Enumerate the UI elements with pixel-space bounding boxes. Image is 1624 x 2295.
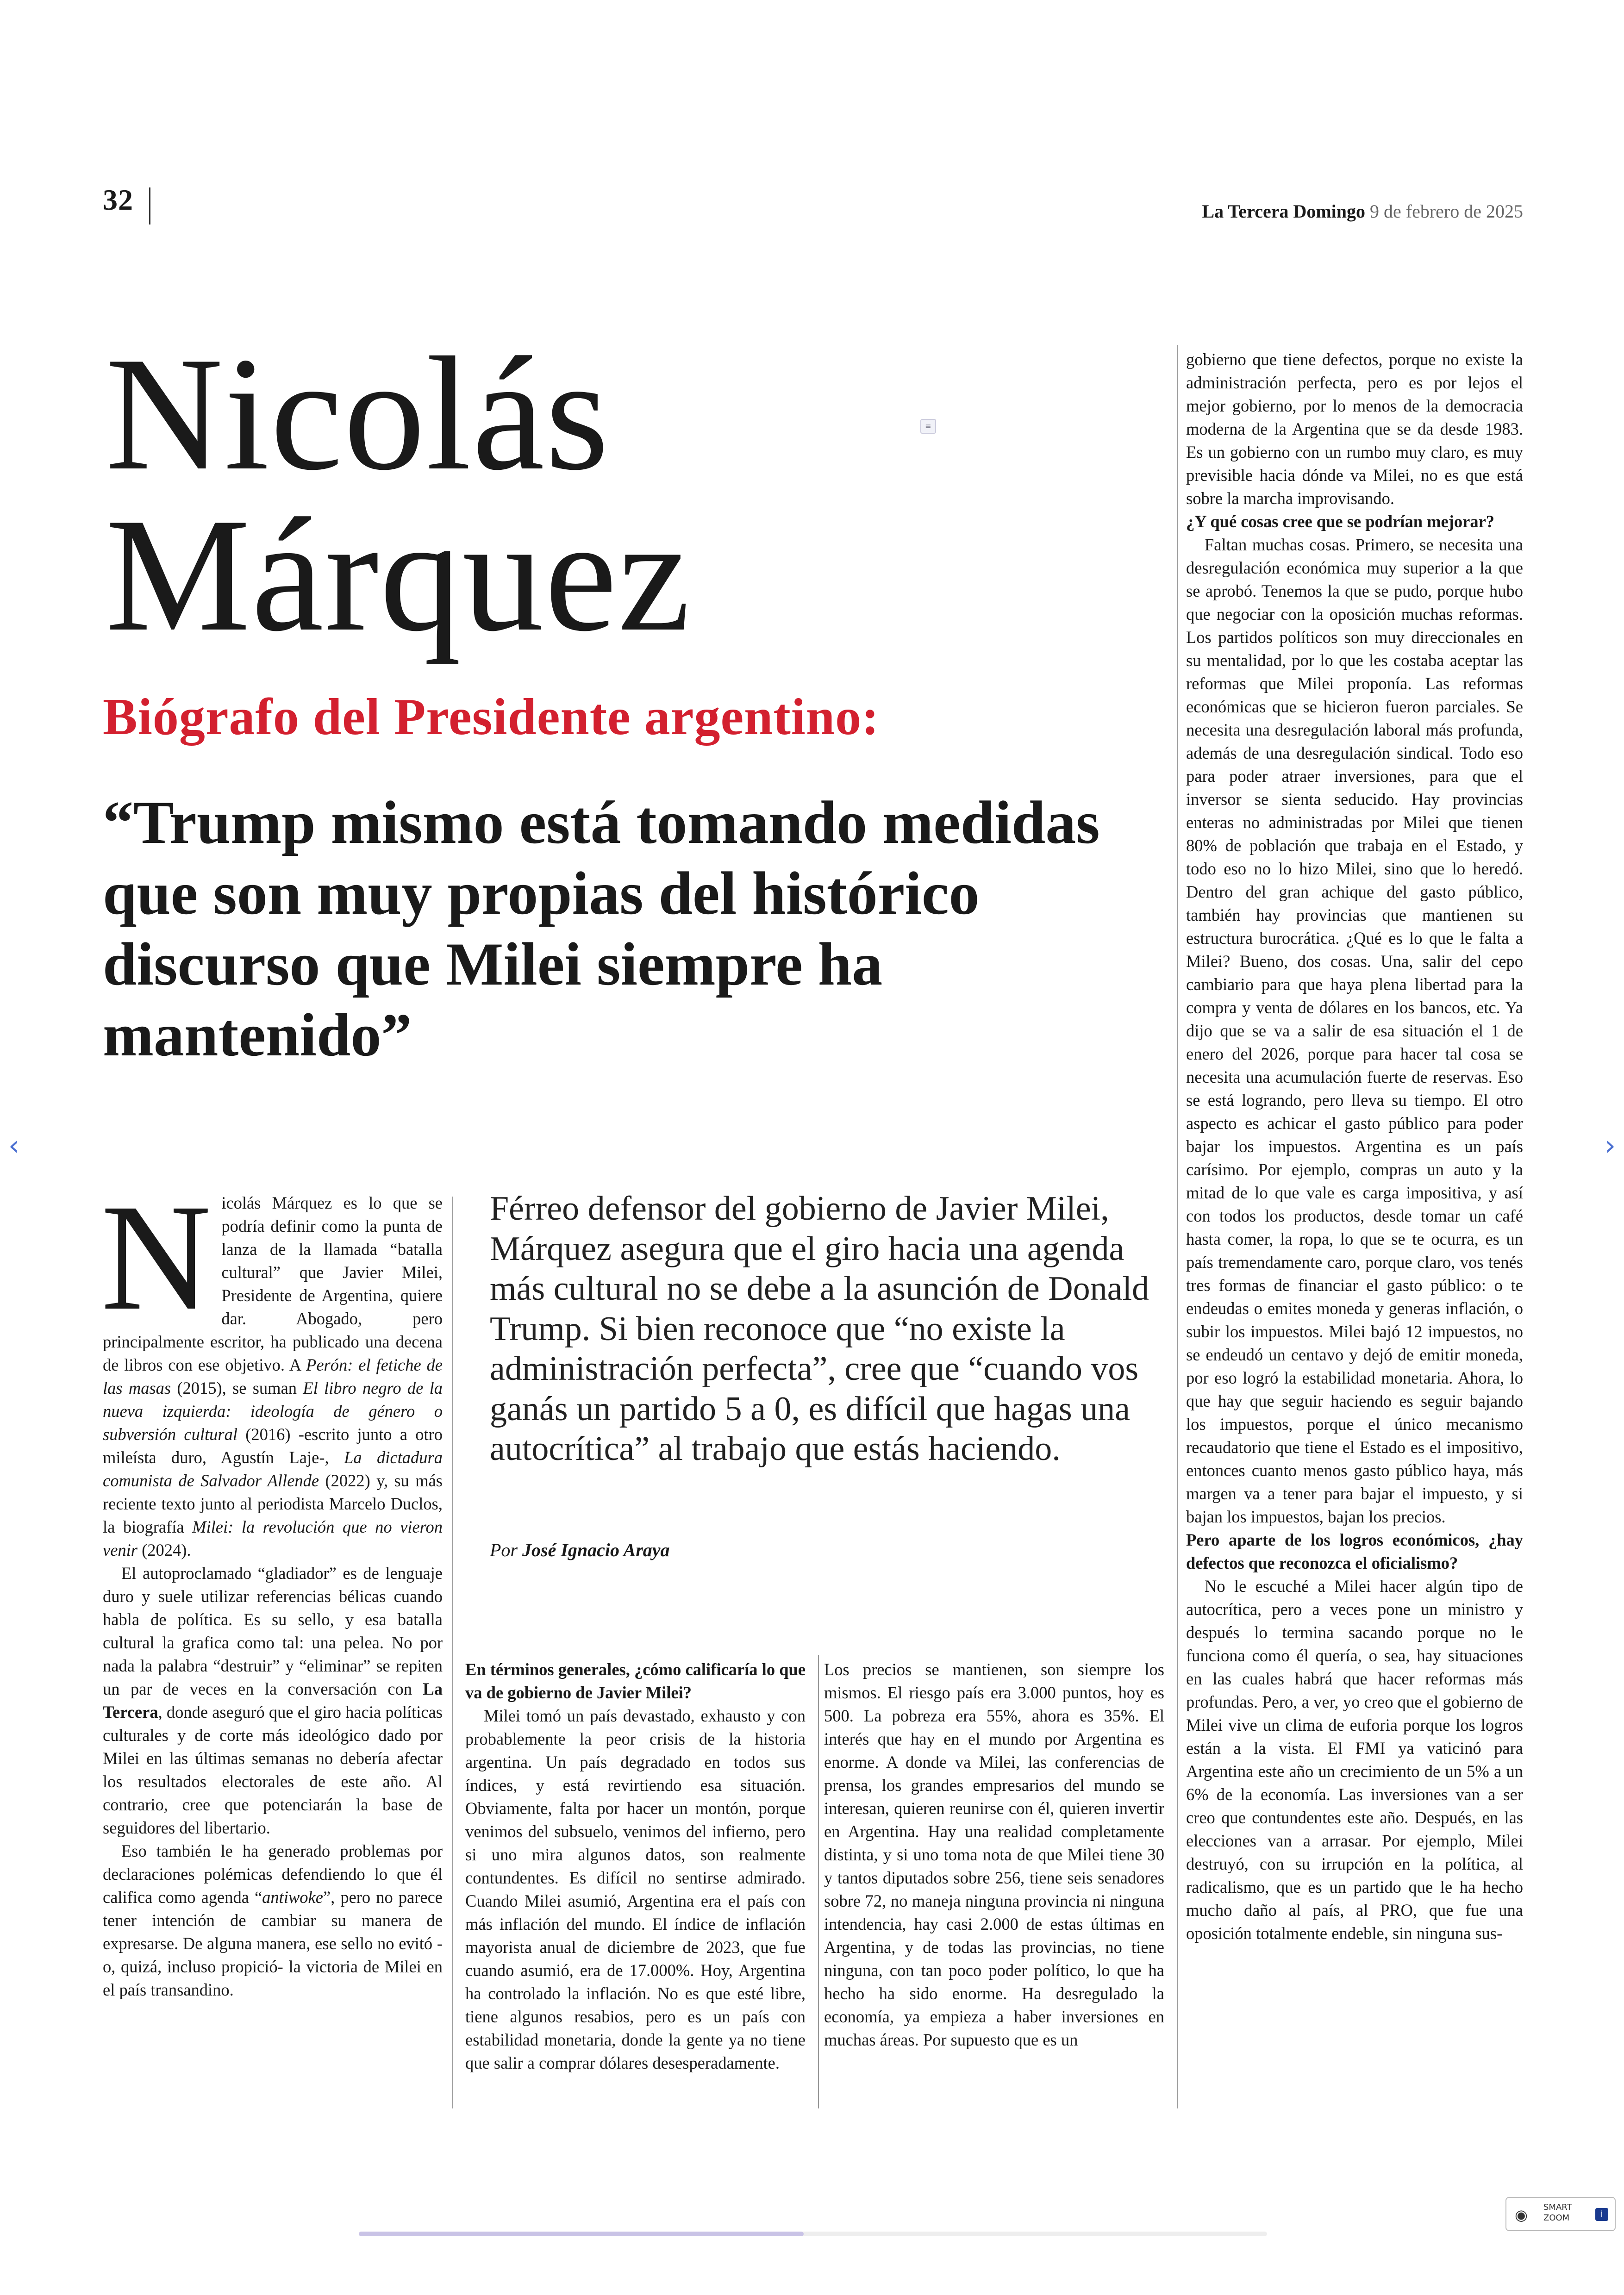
byline bbox=[490, 1539, 670, 1561]
intro-paragraph bbox=[101, 1173, 443, 1562]
interviewee-name bbox=[106, 324, 691, 666]
book-title: El libro negro de la nueva izquierda: ideología de género o subversión cultural bbox=[103, 1378, 443, 1444]
interview-answer: Faltan muchas cosas. Primero, se necesita una desregulación económica muy superior a la que se aprobó. Tenemos la que se pudo, porque hubo que negociar con la oposición muchas reformas. Los partidos políticos son muy direccionales en su mentalidad, por lo que les costaba aceptar las reformas que Milei proponía. Las reformas económicas que se hicieron fueron parciales. Se necesita una desregulación laboral más profunda, además de una desregulación sindical. Todo eso para poder atraer inversiones, para que el inversor se sienta seducido. Hay provincias enteras no administradas por Milei que tienen 80% de población que trabaja en el Estado, y todo eso no lo hizo Milei, sino que lo heredó. Dentro del gran achique del gasto público, también hay provincias que mantienen su estructura burocrática. ¿Qué es lo que le falta a Milei? Bueno, dos cosas. Una, salir del cepo cambiario para que haya plena libertad para la compra y venta de dólares en los bancos, etc. Ya dijo que se va a salir de esa situación el 1 de enero del 2026, porque para hacer tal cosa se necesita una acumulación fuerte de reservas. Eso se está logrando, pero lleva su tiempo. El otro aspecto es achicar el gasto público para poder bajar los impuestos. Argentina es un país carísimo. Por ejemplo, compras un auto y la mitad de lo que vale es carga impositiva, y así con todos los productos, desde tomar un café hasta comer, la ropa, lo que se te ocurra, es un país tremendamente caro, porque claro, vos tenés tres formas de financiar el gasto público: o te endeudas o emites moneda y generas inflación, o subir los impuestos. Milei bajó 12 impuestos, no se endeudó un centavo y dejó de emitir moneda, por eso logró la estabilidad monetaria. Ahora, lo que hay que seguir haciendo es seguir bajando los impuestos, porque el único mecanismo recaudatorio que tiene el Estado es el impositivo, entonces cuanto menos gasto público haya, más margen va a tener para bajar el impuesto, y si bajan los impuestos, bajan los precios. bbox=[1186, 535, 1523, 1526]
intro-text: Eso también le ha generado problemas por declaraciones polémicas defendiendo lo que él califica como agenda “ bbox=[103, 1841, 443, 1907]
interview-answer: gobierno que tiene defectos, porque no existe la administración perfecta, pero es por lejos el mejor gobierno, por lo menos de la democracia moderna de la Argentina que se da desde 1983. Es un gobierno con un rumbo muy claro, es muy previsible hacia dónde va Milei, no es que está sobre la marcha improvisando. bbox=[1186, 350, 1523, 508]
emphasis-term: antiwoke bbox=[262, 1888, 323, 1907]
annotation-marker-icon[interactable]: ≡ bbox=[920, 419, 936, 434]
interview-answer: No le escuché a Milei hacer algún tipo de autocrítica, pero a veces pone un ministro y después lo termina sacando porque no le funciona como él quería, o sea, hay situaciones en las cuales habrá que hacer reformas más profundas. Pero, a ver, yo creo que el gobierno de Milei vive un clima de euforia porque los logros están a la vista. El FMI ya vaticinó para Argentina este año un crecimiento de un 5% a un 6% de la economía. Las inversiones van a ser creo que contundentes este año. Después, en las elecciones van a arrasar. Por ejemplo, Milei destruyó, con su irrupción en la política, al radicalismo, que es un partido que le ha hecho mucho daño al país, al PRO, que fue una oposición totalmente endeble, sin ninguna sus- bbox=[1186, 1577, 1523, 1943]
intro-text: , donde aseguró que el giro hacia políticas culturales y de corte más ideológico dado por Milei en las últimas semanas no debería afectar los resultados electorales de este año. Al contrario, cree que potenciarán la base de seguidores del libertario. bbox=[103, 1703, 443, 1837]
headline-quote: “Trump mismo está tomando medidas que son muy propias del histórico discurso que Milei siempre ha mantenido” bbox=[103, 788, 1100, 1069]
interview-question: Pero aparte de los logros económicos, ¿hay defectos que reconozca el oficialismo? bbox=[1186, 1530, 1523, 1572]
intro-text: icolás Márquez es lo que se podría definir como la punta de lanza de la llamada “batalla cultural” que Javier Milei, Presidente de Argentina, quiere dar. Abogado, pero principalmente escritor, ha publicado una decena de libros con ese objetivo. A bbox=[103, 1193, 443, 1374]
previous-page-icon[interactable]: ‹ bbox=[8, 1129, 19, 1162]
interview-question: ¿Y qué cosas cree que se podrían mejorar? bbox=[1186, 512, 1495, 531]
intro-text: (2015), se suman bbox=[171, 1378, 303, 1397]
interview-question: En términos generales, ¿cómo calificaría lo que va de gobierno de Javier Milei? bbox=[465, 1660, 806, 1702]
newspaper-name: La Tercera bbox=[103, 1679, 443, 1721]
book-title: La dictadura comunista de Salvador Allende bbox=[103, 1448, 443, 1490]
intro-text: (2016) -escrito junto a otro mileísta duro, Agustín Laje-, bbox=[103, 1425, 443, 1467]
next-page-icon[interactable]: › bbox=[1605, 1129, 1616, 1162]
intro-column bbox=[101, 1173, 443, 2002]
byline-author: José Ignacio Araya bbox=[522, 1540, 670, 1560]
intro-text: ”, pero no parece tener intención de cambiar su manera de expresarse. De alguna manera, ese sello no evitó -o, quizá, incluso propició- la victoria de Milei en el país transandino. bbox=[103, 1888, 443, 1999]
name-line-last: Márquez bbox=[106, 485, 691, 666]
publication-name: La Tercera Domingo bbox=[1202, 201, 1366, 222]
column-rule bbox=[1177, 345, 1178, 2108]
column-rule bbox=[818, 1655, 819, 2108]
subtitle: Biógrafo del Presidente argentino: bbox=[103, 688, 880, 746]
interview-answer: Los precios se mantienen, son siempre los mismos. El riesgo país era 3.000 puntos, hoy es 500. La pobreza era 55%, ahora es 35%. El interés que hay en el mundo por Argentina es enorme. A donde va Milei, las conferencias de prensa, los grandes empresarios del mundo se interesan, quieren reunirse con él, quieren invertir en Argentina. Hay una realidad completamente distinta, y si uno toma nota de que Milei tiene 30 y tantos diputados sobre 256, tiene seis senadores sobre 72, no maneja ninguna provincia ni ninguna intendencia, hay casi 2.000 de estas últimas en Argentina, y de todas las provincias, no tiene ninguna, con tan poco poder político, lo que ha hecho ha sido enorme. Ha desregulado la economía, ya empieza a haber inversiones en muchas áreas. Por supuesto que es un bbox=[824, 1660, 1164, 2049]
byline-prefix: Por bbox=[490, 1540, 522, 1560]
interview-column-1 bbox=[465, 1658, 806, 2075]
interview-column-3 bbox=[1186, 348, 1523, 1945]
column-rule bbox=[452, 1197, 453, 2108]
info-icon: i bbox=[1595, 2208, 1608, 2221]
smart-zoom-button[interactable] bbox=[1505, 2197, 1616, 2231]
intro-paragraph bbox=[103, 1562, 443, 1840]
smart-zoom-label: SMART ZOOM bbox=[1543, 2202, 1572, 2223]
intro-text: (2022) y, su más reciente texto junto al periodista Marcelo Duclos, la biografía bbox=[103, 1471, 443, 1536]
publication-date: 9 de febrero de 2025 bbox=[1365, 201, 1523, 222]
book-title: Milei: la revolución que no vieron venir bbox=[103, 1517, 443, 1559]
intro-text: (2024). bbox=[137, 1540, 191, 1559]
interview-column-2 bbox=[824, 1658, 1164, 2052]
masthead bbox=[1202, 200, 1523, 222]
page-scrollbar-thumb[interactable] bbox=[359, 2232, 804, 2236]
eye-icon: ◉ bbox=[1515, 2206, 1528, 2224]
page-number: 32 bbox=[103, 183, 133, 216]
header-divider bbox=[149, 187, 150, 225]
name-line-first: Nicolás bbox=[106, 324, 610, 504]
drop-cap: N bbox=[101, 1173, 212, 1342]
lead-paragraph: Férreo defensor del gobierno de Javier Milei, Márquez asegura que el giro hacia una agenda más cultural no se debe a la asunción de Donald Trump. Si bien reconoce que “no existe la administración perfecta”, cree que “cuando vos ganás un partido 5 a 0, es difícil que hagas una autocrítica” al trabajo que estás haciendo. bbox=[490, 1190, 1149, 1468]
intro-paragraph bbox=[103, 1840, 443, 2002]
book-title: Perón: el fetiche de las masas bbox=[103, 1355, 443, 1397]
intro-text: El autoproclamado “gladiador” es de lenguaje duro y suele utilizar referencias bélicas cuando habla de política. Es su sello, y esa batalla cultural la grafica como tal: una pelea. No por nada la palabra “destruir” y “eliminar” se repiten un par de veces en la conversación con bbox=[103, 1564, 443, 1698]
interview-answer: Milei tomó un país devastado, exhausto y con probablemente la peor crisis de la historia argentina. Un país degradado en todos sus índices, y está revirtiendo esa situación. Obviamente, falta por hacer un montón, porque venimos del subsuelo, venimos del infierno, pero si uno mira algunos datos, son realmente contundentes. Es difícil no sentirse admirado. Cuando Milei asumió, Argentina era el país con más inflación del mundo. El índice de inflación mayorista anual de diciembre de 2023, que fue cuando asumió, era de 17.000%. Hoy, Argentina ha controlado la inflación. No es que esté libre, tiene algunos resabios, pero es un país con estabilidad monetaria, donde la gente ya no tiene que salir a comprar dólares desesperadamente. bbox=[465, 1706, 806, 2072]
